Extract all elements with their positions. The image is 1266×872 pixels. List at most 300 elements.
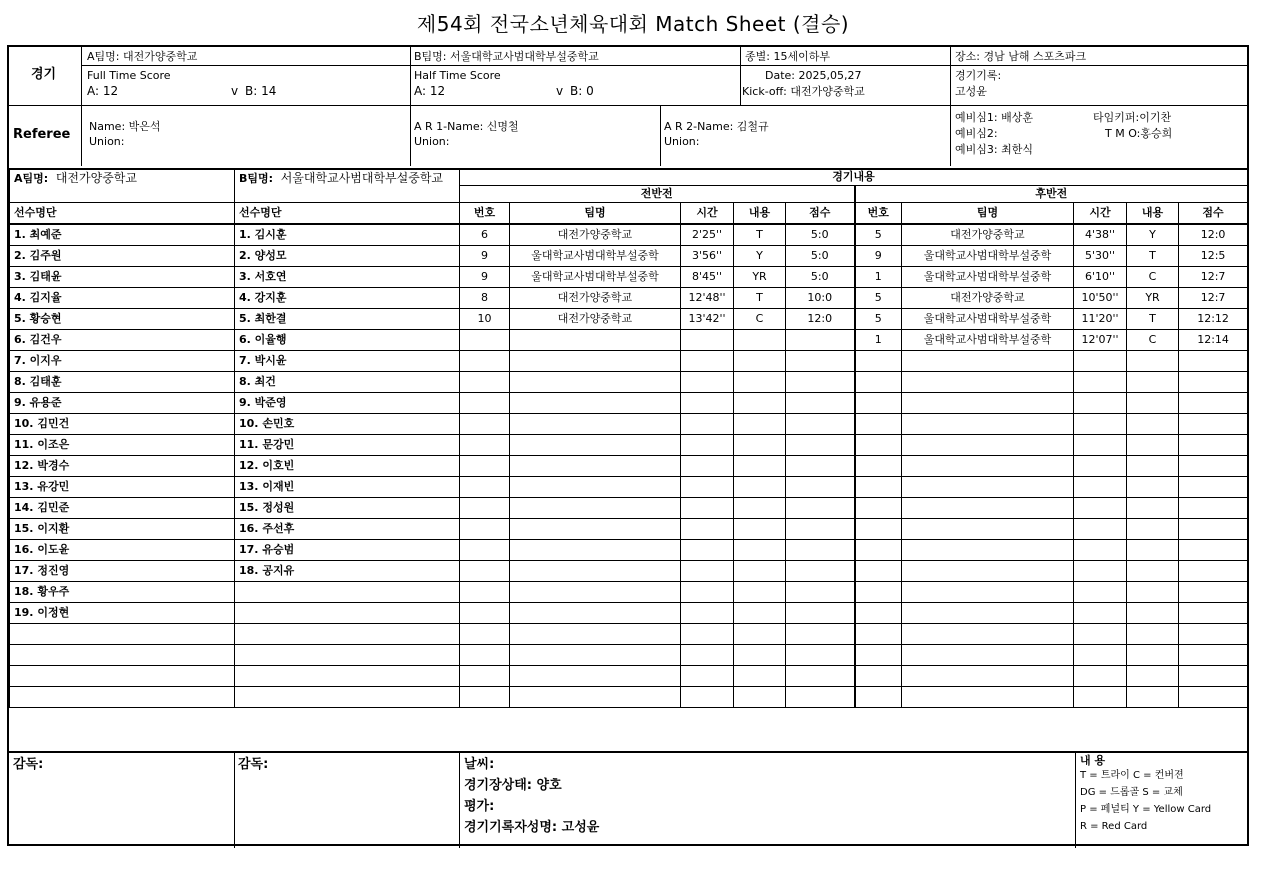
team-b-player: 7. 박시윤 (235, 351, 460, 372)
second-half-event-cell: 울대학교사범대학부설중학 (902, 309, 1074, 330)
second-half-event-cell (902, 603, 1074, 624)
team-a-player: 13. 유강민 (10, 477, 235, 498)
first-half-event-cell: 12'48'' (681, 288, 734, 309)
table-row (10, 203, 1248, 225)
second-half-event-cell (1074, 351, 1127, 372)
team-a-player: 12. 박경수 (10, 456, 235, 477)
second-half-event-cell (902, 435, 1074, 456)
team-b-player (235, 624, 460, 645)
referee-union: Union: (89, 135, 125, 148)
second-half-event-cell (902, 561, 1074, 582)
first-half-event-cell (681, 414, 734, 435)
ar1-name: A R 1-Name: 신명철 (414, 120, 519, 133)
team-a-player (10, 687, 235, 708)
second-half-event-cell (1179, 414, 1248, 435)
second-half-event-cell (902, 351, 1074, 372)
first-half-event-cell (681, 456, 734, 477)
first-half-event-cell (510, 372, 681, 393)
first-half-event-cell (681, 624, 734, 645)
first-half-event-cell (460, 498, 510, 519)
second-half-event-cell (1074, 582, 1127, 603)
second-half-event-cell (1179, 582, 1248, 603)
first-half-event-cell (510, 414, 681, 435)
match-table (9, 168, 1248, 708)
second-half-event-cell: 1 (855, 267, 902, 288)
legend-line-2: DG = 드롭골 S = 교체 (1080, 787, 1183, 798)
table-row (10, 477, 1248, 498)
table-row (10, 603, 1248, 624)
table-row (10, 687, 1248, 708)
column-header: 점수 (786, 203, 855, 225)
second-half-event-cell (1074, 393, 1127, 414)
recorder: 고성윤 (955, 85, 987, 98)
second-half-event-cell: 5 (855, 224, 902, 246)
team-a-player: 3. 김태윤 (10, 267, 235, 288)
second-half-event-cell (855, 414, 902, 435)
team-b-player: 5. 최한결 (235, 309, 460, 330)
second-half-event-cell (1179, 498, 1248, 519)
first-half-event-cell: T (734, 224, 786, 246)
first-half-event-cell (510, 498, 681, 519)
first-half-event-cell (681, 372, 734, 393)
first-half-event-cell (681, 645, 734, 666)
first-half-event-cell (460, 456, 510, 477)
first-half-event-cell (460, 414, 510, 435)
footer (9, 751, 1247, 848)
table-row (10, 645, 1248, 666)
second-half-event-cell: 12:0 (1179, 224, 1248, 246)
second-half-event-cell (1074, 666, 1127, 687)
first-half-event-cell: 13'42'' (681, 309, 734, 330)
team-a-player (10, 645, 235, 666)
first-half-event-cell (681, 561, 734, 582)
first-half-event-cell (734, 414, 786, 435)
second-half-event-cell (855, 351, 902, 372)
second-half-event-cell (1179, 372, 1248, 393)
second-half-event-cell: T (1127, 246, 1179, 267)
second-half-event-cell (855, 666, 902, 687)
second-half-event-cell (902, 372, 1074, 393)
first-half-event-cell (510, 519, 681, 540)
first-half-event-cell (510, 351, 681, 372)
second-half-event-cell (1179, 393, 1248, 414)
second-half-event-cell: 1 (855, 330, 902, 351)
first-half-event-cell (460, 561, 510, 582)
team-a-player: 6. 김건우 (10, 330, 235, 351)
second-half-event-cell: 10'50'' (1074, 288, 1127, 309)
second-half-event-cell (855, 561, 902, 582)
team-b-player: 13. 이재빈 (235, 477, 460, 498)
team-b-player: 16. 주선후 (235, 519, 460, 540)
second-half-event-cell (1179, 645, 1248, 666)
first-half-event-cell (460, 645, 510, 666)
first-half-event-cell: 12:0 (786, 309, 855, 330)
second-half-event-cell (1074, 519, 1127, 540)
first-half-event-cell (734, 666, 786, 687)
first-half-event-cell (734, 561, 786, 582)
table-row (10, 267, 1248, 288)
second-half-event-cell (1179, 519, 1248, 540)
first-half-event-cell (460, 393, 510, 414)
team-b-header (235, 169, 460, 203)
second-half-event-cell (855, 456, 902, 477)
table-row (10, 435, 1248, 456)
second-half-event-cell (1127, 582, 1179, 603)
timekeeper: 타임키퍼:이기찬 (1093, 111, 1172, 124)
first-half-event-cell: T (734, 288, 786, 309)
reserve-referee-2: 예비심2: (955, 127, 998, 140)
second-half-event-cell (902, 498, 1074, 519)
second-half-event-cell (1074, 498, 1127, 519)
first-half-event-cell (734, 435, 786, 456)
second-half-event-cell (1074, 477, 1127, 498)
first-half-event-cell (786, 582, 855, 603)
second-half-event-cell (855, 519, 902, 540)
first-half-event-cell: 울대학교사범대학부설중학 (510, 267, 681, 288)
match-date: Date: 2025,05,27 (765, 69, 862, 82)
field-condition: 경기장상태: 양호 (464, 778, 562, 793)
second-half-event-cell (1074, 624, 1127, 645)
second-half-event-cell (855, 498, 902, 519)
first-half-event-cell (510, 666, 681, 687)
second-half-event-cell: 울대학교사범대학부설중학 (902, 330, 1074, 351)
team-a-player: 5. 황승현 (10, 309, 235, 330)
half-time-b: B: 0 (570, 84, 594, 98)
first-half-event-cell (460, 519, 510, 540)
team-a-player (10, 624, 235, 645)
team-a-name: A팀명: 대전가양중학교 (87, 50, 198, 63)
first-half-event-cell: 8'45'' (681, 267, 734, 288)
team-a-player: 19. 이정현 (10, 603, 235, 624)
main-grid (9, 168, 1247, 708)
table-row (10, 330, 1248, 351)
team-a-player: 14. 김민준 (10, 498, 235, 519)
second-half-event-cell (1127, 666, 1179, 687)
table-row (10, 393, 1248, 414)
team-a-player: 7. 이지우 (10, 351, 235, 372)
first-half-event-cell (460, 666, 510, 687)
second-half-event-cell (1179, 687, 1248, 708)
second-half-event-cell (1179, 561, 1248, 582)
team-b-player (235, 687, 460, 708)
first-half-event-cell (734, 477, 786, 498)
team-a-player: 10. 김민건 (10, 414, 235, 435)
coach-b-label: 감독: (238, 757, 269, 772)
second-half-event-cell (1127, 435, 1179, 456)
team-b-player: 17. 유승범 (235, 540, 460, 561)
column-header: 시간 (1074, 203, 1127, 225)
full-time-b: B: 14 (245, 84, 277, 98)
team-b-player: 10. 손민호 (235, 414, 460, 435)
team-b-name: B팀명: 서울대학교사범대학부설중학교 (414, 50, 599, 63)
second-half-event-cell (1127, 624, 1179, 645)
first-half-event-cell: C (734, 309, 786, 330)
column-header: 시간 (681, 203, 734, 225)
evaluation-label: 평가: (464, 799, 495, 814)
second-half-event-cell: 대전가양중학교 (902, 288, 1074, 309)
team-b-player: 12. 이호빈 (235, 456, 460, 477)
first-half-event-cell (734, 456, 786, 477)
ar2-name: A R 2-Name: 김철규 (664, 120, 769, 133)
team-b-player (235, 582, 460, 603)
second-half-event-cell (902, 456, 1074, 477)
first-half-event-cell (510, 456, 681, 477)
first-half-event-cell (681, 666, 734, 687)
table-row (10, 561, 1248, 582)
second-half-event-cell: 5 (855, 309, 902, 330)
second-half-event-cell (1179, 540, 1248, 561)
second-half-event-cell: 11'20'' (1074, 309, 1127, 330)
team-b-player: 4. 강지훈 (235, 288, 460, 309)
second-half-event-cell (902, 540, 1074, 561)
second-half-event-cell: 9 (855, 246, 902, 267)
team-b-player: 8. 최건 (235, 372, 460, 393)
first-half-event-cell (460, 540, 510, 561)
second-half-event-cell (1074, 456, 1127, 477)
second-half-event-cell: 12:7 (1179, 267, 1248, 288)
first-half-event-cell (786, 603, 855, 624)
first-half-event-cell: 5:0 (786, 267, 855, 288)
table-row (10, 456, 1248, 477)
referee-label: Referee (13, 127, 71, 142)
first-half-event-cell (460, 351, 510, 372)
first-half-event-cell: 8 (460, 288, 510, 309)
second-half-event-cell: C (1127, 330, 1179, 351)
team-b-player: 15. 정성원 (235, 498, 460, 519)
second-half-event-cell: 12'07'' (1074, 330, 1127, 351)
table-row (10, 666, 1248, 687)
second-half-event-cell (855, 435, 902, 456)
second-half-event-cell (902, 519, 1074, 540)
weather-label: 날씨: (464, 757, 495, 772)
first-half-event-cell (786, 498, 855, 519)
second-half-event-cell (1127, 456, 1179, 477)
table-row (10, 169, 1248, 186)
first-half-event-cell (681, 498, 734, 519)
first-half-event-cell (786, 687, 855, 708)
team-a-player: 1. 최예준 (10, 224, 235, 246)
team-b-player: 6. 이율행 (235, 330, 460, 351)
tmo: T M O:홍승희 (1105, 127, 1173, 140)
team-a-player: 18. 황우주 (10, 582, 235, 603)
second-half-event-cell: 5'30'' (1074, 246, 1127, 267)
second-half-event-cell (855, 372, 902, 393)
second-half-event-cell: 12:14 (1179, 330, 1248, 351)
second-half-event-cell (1127, 645, 1179, 666)
team-b-player (235, 603, 460, 624)
first-half-event-cell (510, 477, 681, 498)
team-a-label: A팀명: (14, 172, 49, 185)
first-half-event-cell (734, 603, 786, 624)
first-half-event-cell (510, 645, 681, 666)
column-header: 내용 (734, 203, 786, 225)
table-row (10, 498, 1248, 519)
second-half-event-cell (1127, 414, 1179, 435)
first-half-event-cell (681, 582, 734, 603)
team-b-player: 3. 서호연 (235, 267, 460, 288)
table-row (10, 224, 1248, 246)
team-a-player: 11. 이조은 (10, 435, 235, 456)
table-row (10, 414, 1248, 435)
second-half-event-cell: 대전가양중학교 (902, 224, 1074, 246)
second-half-event-cell (1179, 351, 1248, 372)
first-half-event-cell (460, 603, 510, 624)
second-half-event-cell (855, 393, 902, 414)
first-half-event-cell (734, 519, 786, 540)
second-half-event-cell (1074, 603, 1127, 624)
second-half-event-cell (1074, 435, 1127, 456)
second-half-event-cell (1179, 477, 1248, 498)
second-half-event-cell (1127, 540, 1179, 561)
second-half-event-cell (1127, 519, 1179, 540)
first-half-event-cell (460, 372, 510, 393)
first-half-event-cell (734, 645, 786, 666)
second-half-event-cell (855, 582, 902, 603)
column-header: 번호 (460, 203, 510, 225)
first-half-event-cell: 3'56'' (681, 246, 734, 267)
first-half-event-cell: 10:0 (786, 288, 855, 309)
second-half-event-cell (855, 603, 902, 624)
second-half-event-cell (855, 687, 902, 708)
table-row (10, 519, 1248, 540)
table-row (10, 351, 1248, 372)
team-b-player: 11. 문강민 (235, 435, 460, 456)
first-half-event-cell (510, 687, 681, 708)
team-a-player: 16. 이도윤 (10, 540, 235, 561)
match-label: 경기 (31, 67, 57, 82)
player-list-header-a: 선수명단 (10, 203, 235, 225)
first-half-event-cell (460, 435, 510, 456)
team-b-roster-name: 서울대학교사범대학부설중학교 (280, 171, 444, 185)
page-title: 제54회 전국소년체육대회 Match Sheet (결승) (416, 12, 850, 36)
second-half-event-cell (1074, 687, 1127, 708)
second-half-event-cell (1179, 603, 1248, 624)
team-a-player: 17. 정진영 (10, 561, 235, 582)
half-time-label: Half Time Score (414, 69, 501, 82)
half-time-a: A: 12 (414, 84, 446, 98)
second-half-event-cell: 5 (855, 288, 902, 309)
first-half-event-cell (460, 477, 510, 498)
first-half-event-cell: 9 (460, 246, 510, 267)
team-a-player: 2. 김주원 (10, 246, 235, 267)
table-row (10, 288, 1248, 309)
column-header: 번호 (855, 203, 902, 225)
team-b-player: 1. 김시훈 (235, 224, 460, 246)
team-b-player (235, 645, 460, 666)
first-half-event-cell (681, 435, 734, 456)
first-half-event-cell (786, 435, 855, 456)
player-list-header-b: 선수명단 (235, 203, 460, 225)
first-half-event-cell (734, 372, 786, 393)
second-half-event-cell (1074, 372, 1127, 393)
reserve-referee-3: 예비심3: 최한식 (955, 143, 1033, 156)
first-half-event-cell: 울대학교사범대학부설중학 (510, 246, 681, 267)
first-half-event-cell (681, 477, 734, 498)
second-half-event-cell: YR (1127, 288, 1179, 309)
coach-a-label: 감독: (13, 757, 44, 772)
first-half-event-cell: YR (734, 267, 786, 288)
second-half-event-cell (855, 624, 902, 645)
team-a-player: 8. 김태훈 (10, 372, 235, 393)
first-half-event-cell (460, 330, 510, 351)
second-half-event-cell: 12:12 (1179, 309, 1248, 330)
second-half-event-cell (902, 393, 1074, 414)
column-header: 팀명 (902, 203, 1074, 225)
first-half-event-cell (734, 582, 786, 603)
first-half-event-cell: 5:0 (786, 246, 855, 267)
second-half-event-cell (902, 645, 1074, 666)
full-time-vs: v (231, 84, 239, 98)
second-half-event-cell (1127, 372, 1179, 393)
legend-line-4: R = Red Card (1080, 821, 1148, 832)
second-half-event-cell: 12:5 (1179, 246, 1248, 267)
legend-line-3: P = 페널티 Y = Yellow Card (1080, 804, 1212, 815)
first-half-label: 전반전 (460, 186, 855, 203)
second-half-event-cell (902, 624, 1074, 645)
table-row (10, 309, 1248, 330)
first-half-event-cell (510, 540, 681, 561)
category: 종별: 15세이하부 (745, 50, 830, 63)
column-header: 팀명 (510, 203, 681, 225)
first-half-event-cell: 대전가양중학교 (510, 309, 681, 330)
first-half-event-cell (734, 540, 786, 561)
second-half-event-cell (1127, 561, 1179, 582)
first-half-event-cell (786, 351, 855, 372)
first-half-event-cell (681, 393, 734, 414)
first-half-event-cell (510, 435, 681, 456)
team-a-player: 15. 이지환 (10, 519, 235, 540)
second-half-event-cell (855, 645, 902, 666)
first-half-event-cell (510, 603, 681, 624)
first-half-event-cell (786, 477, 855, 498)
second-half-event-cell (902, 414, 1074, 435)
second-half-event-cell (1074, 414, 1127, 435)
first-half-event-cell (460, 582, 510, 603)
second-half-event-cell (855, 477, 902, 498)
reserve-referee-1: 예비심1: 배상훈 (955, 111, 1033, 124)
first-half-event-cell (460, 687, 510, 708)
first-half-event-cell (681, 687, 734, 708)
second-half-event-cell (1179, 435, 1248, 456)
second-half-event-cell: 4'38'' (1074, 224, 1127, 246)
first-half-event-cell (734, 393, 786, 414)
second-half-event-cell (1074, 540, 1127, 561)
team-a-roster-name: 대전가양중학교 (55, 171, 137, 185)
team-b-player: 18. 공지유 (235, 561, 460, 582)
first-half-event-cell: 9 (460, 267, 510, 288)
first-half-event-cell (510, 582, 681, 603)
half-time-vs: v (556, 84, 564, 98)
team-b-player: 9. 박준영 (235, 393, 460, 414)
first-half-event-cell (786, 456, 855, 477)
first-half-event-cell (681, 330, 734, 351)
first-half-event-cell: 2'25'' (681, 224, 734, 246)
legend-line-1: T = 트라이 C = 컨버젼 (1080, 770, 1184, 781)
first-half-event-cell: Y (734, 246, 786, 267)
second-half-event-cell (855, 540, 902, 561)
first-half-event-cell (786, 666, 855, 687)
match-content-label: 경기내용 (460, 169, 1248, 186)
venue: 장소: 경남 남해 스포츠파크 (955, 50, 1087, 63)
first-half-event-cell (510, 624, 681, 645)
team-a-header (10, 169, 235, 203)
second-half-event-cell (1127, 351, 1179, 372)
second-half-event-cell (1074, 645, 1127, 666)
first-half-event-cell: 대전가양중학교 (510, 224, 681, 246)
second-half-event-cell (1074, 561, 1127, 582)
second-half-event-cell (1179, 624, 1248, 645)
first-half-event-cell: 5:0 (786, 224, 855, 246)
